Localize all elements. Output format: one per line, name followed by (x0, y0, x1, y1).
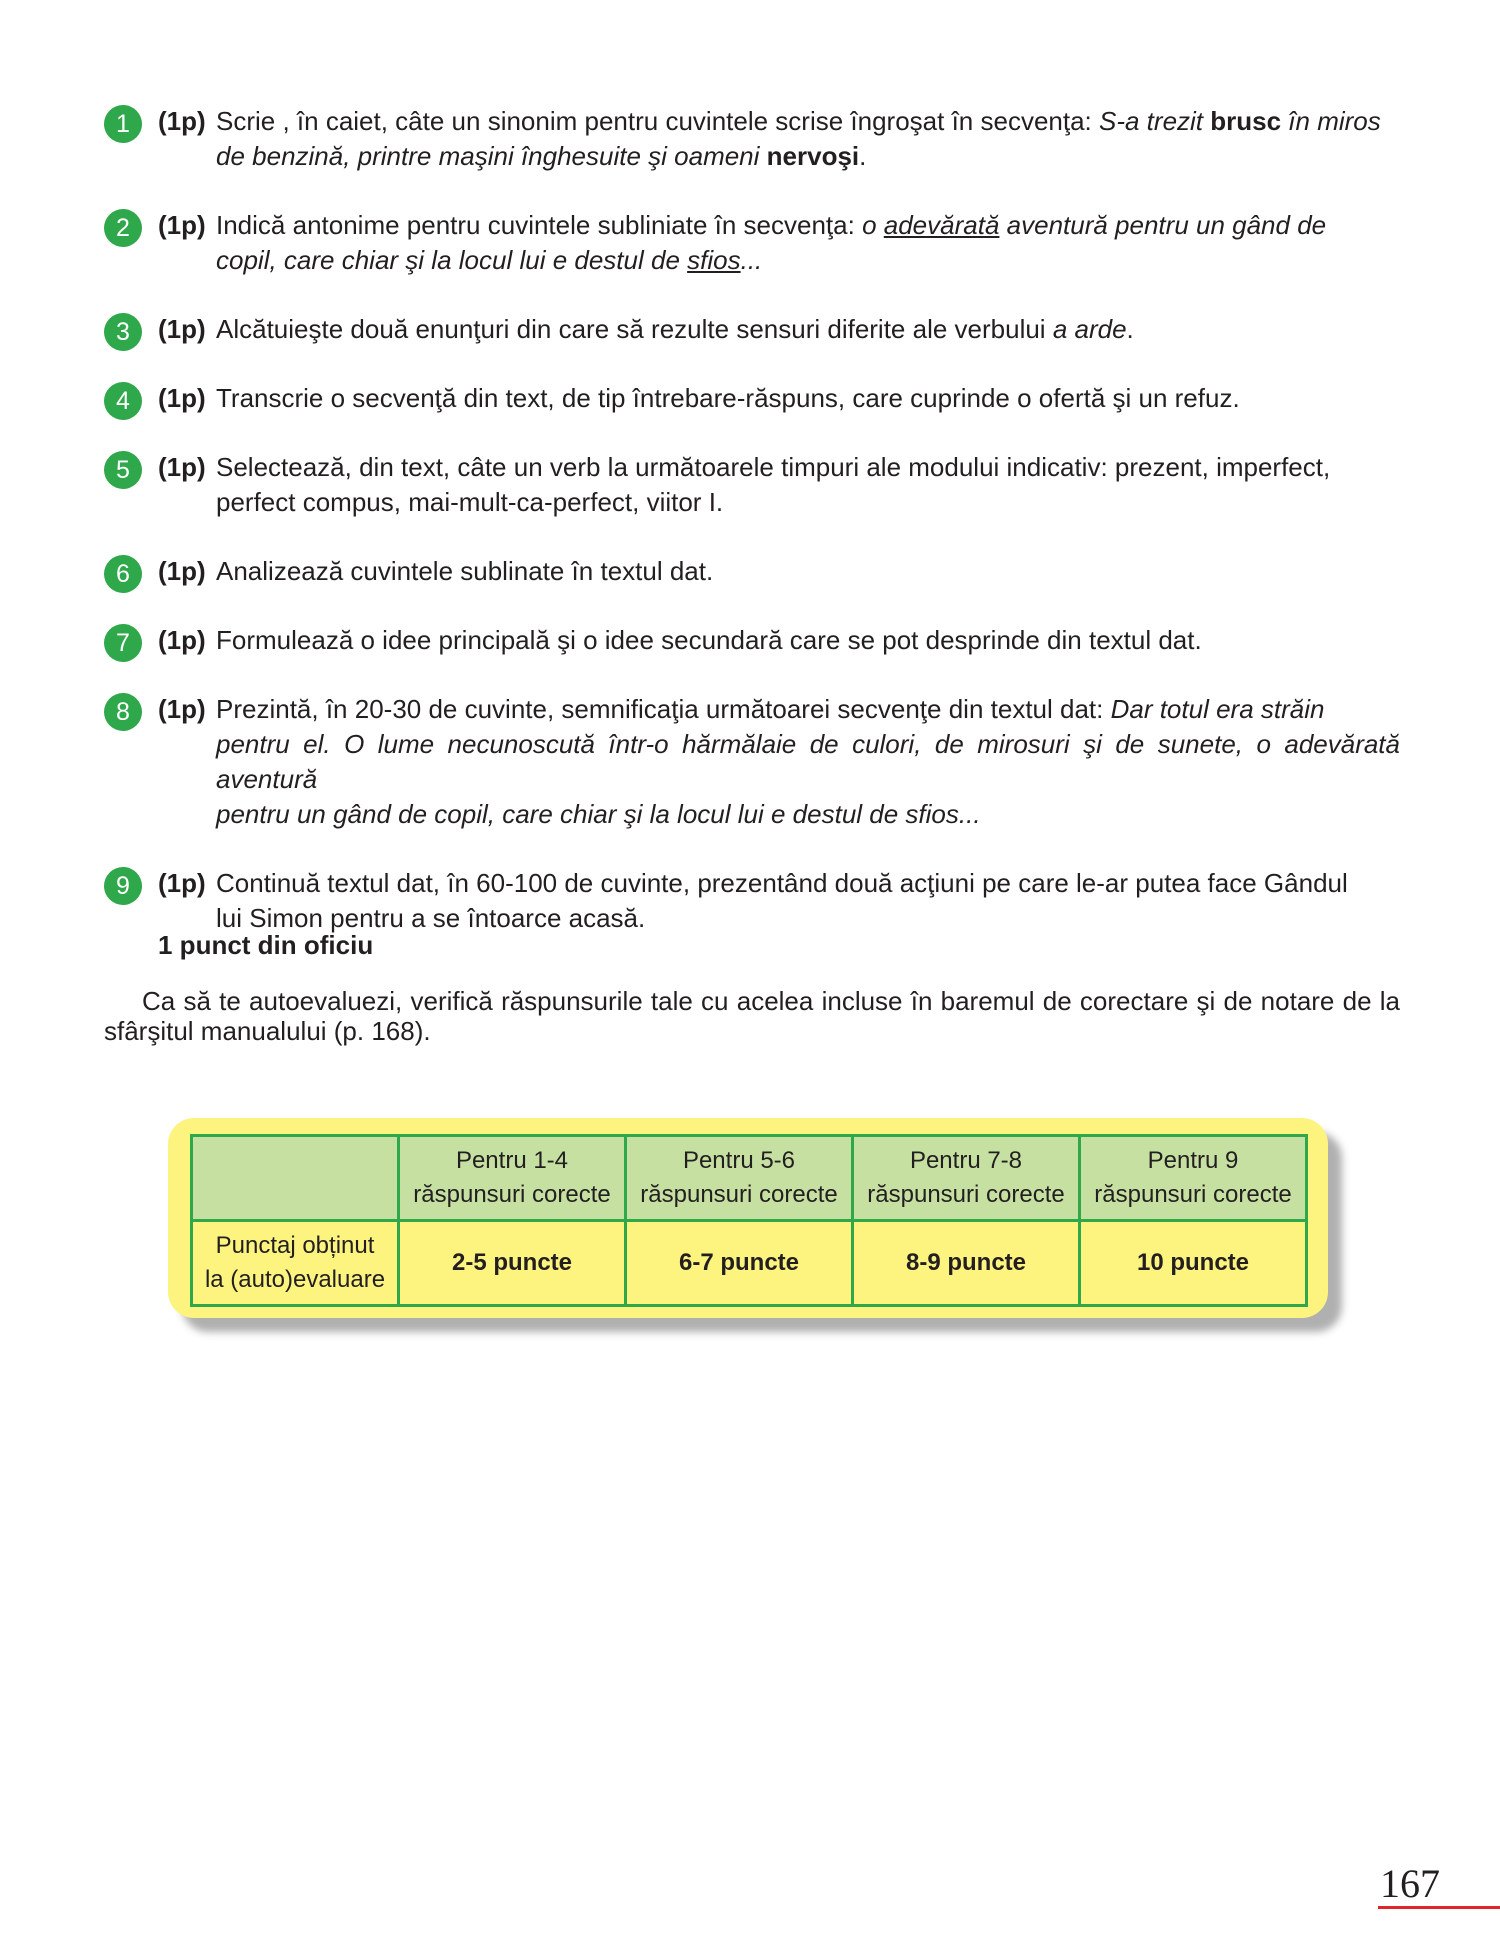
question-2 (104, 208, 1400, 278)
question-lead: Continuă textul dat, în 60-100 de cuvinte, prezentând două acţiuni pe care le-ar putea face Gândul (216, 868, 1348, 898)
question-8 (104, 692, 1400, 832)
question-7 (104, 623, 1400, 658)
question-text (158, 623, 1400, 658)
question-continuation: pentru el. O lume necunoscută într-o hărmălaie de culori, de mirosuri şi de sunete, o adevărată aventură (216, 729, 1400, 794)
question-text (158, 381, 1400, 416)
score-table-value-cell: 2-5 puncte (399, 1221, 626, 1306)
question-3 (104, 312, 1400, 347)
score-table-header-cell (853, 1136, 1080, 1221)
question-number-badge: 4 (104, 382, 142, 420)
quote-bold: brusc (1210, 106, 1282, 136)
office-point-note: 1 punct din oficiu (158, 930, 374, 960)
quote-italic: de benzină, printre maşini înghesuite şi oameni (216, 141, 767, 171)
question-number-badge: 7 (104, 624, 142, 662)
question-lead: Scrie , în caiet, câte un sinonim pentru cuvintele scrise îngroşat în secvenţa: (216, 106, 1099, 136)
question-lead: Formulează o idee principală şi o idee secundară care se pot desprinde din textul dat. (216, 625, 1202, 655)
question-points: (1p) (158, 314, 206, 344)
quote-italic: o (862, 210, 884, 240)
question-4 (104, 381, 1400, 416)
row-label-line-1: Punctaj obținut (215, 1232, 375, 1259)
punctuation: ... (740, 245, 763, 275)
score-table-header-cell (626, 1136, 853, 1221)
question-number-badge: 1 (104, 105, 142, 143)
question-lead: Selectează, din text, câte un verb la următoarele timpuri ale modului indicativ: prezent, imperfect, (216, 452, 1331, 482)
quote-underlined: adevărată (883, 210, 1000, 240)
score-table (190, 1134, 1308, 1307)
question-number-badge: 2 (104, 209, 142, 247)
question-points: (1p) (158, 210, 206, 240)
question-points: (1p) (158, 106, 206, 136)
question-points: (1p) (158, 383, 206, 413)
question-lead: Analizează cuvintele sublinate în textul dat. (216, 556, 714, 586)
question-6 (104, 554, 1400, 589)
score-table-header-cell (1080, 1136, 1307, 1221)
question-points: (1p) (158, 868, 206, 898)
header-line-2: răspunsuri corecte (413, 1181, 611, 1208)
question-list (104, 104, 1400, 970)
score-table-corner-cell (192, 1136, 399, 1221)
header-line-2: răspunsuri corecte (867, 1181, 1065, 1208)
question-lead: Prezintă, în 20-30 de cuvinte, semnificaţia următoarei secvenţe din textul dat: (216, 694, 1111, 724)
score-card (168, 1118, 1328, 1318)
score-table-row-label (192, 1221, 399, 1306)
quote-italic: aventură pentru un gând de (999, 210, 1327, 240)
header-line-2: răspunsuri corecte (1094, 1181, 1292, 1208)
quote-italic: a arde (1052, 314, 1127, 344)
question-text (158, 104, 1400, 174)
question-continuation (158, 139, 1400, 174)
question-lead: Alcătuieşte două enunţuri din care să rezulte sensuri diferite ale verbului (216, 314, 1053, 344)
question-text (158, 554, 1400, 589)
row-label-line-2: la (auto)evaluare (204, 1266, 386, 1293)
question-number-badge: 3 (104, 313, 142, 351)
punctuation: . (859, 141, 867, 171)
quote-italic: în miros (1281, 106, 1381, 136)
question-number-badge: 8 (104, 693, 142, 731)
score-table-header-cell (399, 1136, 626, 1221)
question-lead: Indică antonime pentru cuvintele subliniate în secvenţa: (216, 210, 863, 240)
question-points: (1p) (158, 452, 206, 482)
question-number-badge: 6 (104, 555, 142, 593)
quote-italic: Dar totul era străin (1110, 694, 1325, 724)
question-continuation: pentru un gând de copil, care chiar şi la locul lui e destul de sfios... (216, 799, 981, 829)
quote-italic: copil, care chiar şi la locul lui e destul de (216, 245, 688, 275)
score-table-value-cell: 10 puncte (1080, 1221, 1307, 1306)
question-continuation: lui Simon pentru a se întoarce acasă. (216, 903, 646, 933)
question-text (158, 312, 1400, 347)
quote-bold: nervoşi (766, 141, 860, 171)
question-number-badge: 5 (104, 451, 142, 489)
header-line-1: Pentru 5-6 (682, 1147, 796, 1174)
page-number: 167 (1380, 1861, 1440, 1906)
header-line-1: Pentru 1-4 (455, 1147, 569, 1174)
question-continuation: perfect compus, mai-mult-ca-perfect, viitor I. (216, 487, 724, 517)
question-5 (104, 450, 1400, 520)
question-text (158, 208, 1400, 278)
question-points: (1p) (158, 694, 206, 724)
question-lead: Transcrie o secvenţă din text, de tip întrebare-răspuns, care cuprinde o ofertă şi un refuz. (216, 383, 1240, 413)
punctuation: . (1126, 314, 1134, 344)
page-number-underline (1378, 1906, 1500, 1909)
score-table-value-cell: 6-7 puncte (626, 1221, 853, 1306)
self-evaluation-instructions: Ca să te autoevaluezi, verifică răspunsurile tale cu acelea incluse în baremul de corectare şi de notare de la sfârşitul manualului (p. 168). (104, 986, 1400, 1046)
score-table-header-row (192, 1136, 1307, 1221)
header-line-2: răspunsuri corecte (640, 1181, 838, 1208)
question-number-badge: 9 (104, 867, 142, 905)
question-points: (1p) (158, 556, 206, 586)
quote-italic: S-a trezit (1099, 106, 1211, 136)
question-text (158, 692, 1400, 832)
question-text (158, 866, 1400, 936)
question-9 (104, 866, 1400, 936)
question-1 (104, 104, 1400, 174)
score-table-value-cell: 8-9 puncte (853, 1221, 1080, 1306)
header-line-1: Pentru 7-8 (909, 1147, 1023, 1174)
header-line-1: Pentru 9 (1147, 1147, 1239, 1174)
quote-underlined: sfios (687, 245, 741, 275)
question-text (158, 450, 1400, 520)
question-points: (1p) (158, 625, 206, 655)
question-continuation (158, 243, 1400, 278)
score-table-value-row (192, 1221, 1307, 1306)
